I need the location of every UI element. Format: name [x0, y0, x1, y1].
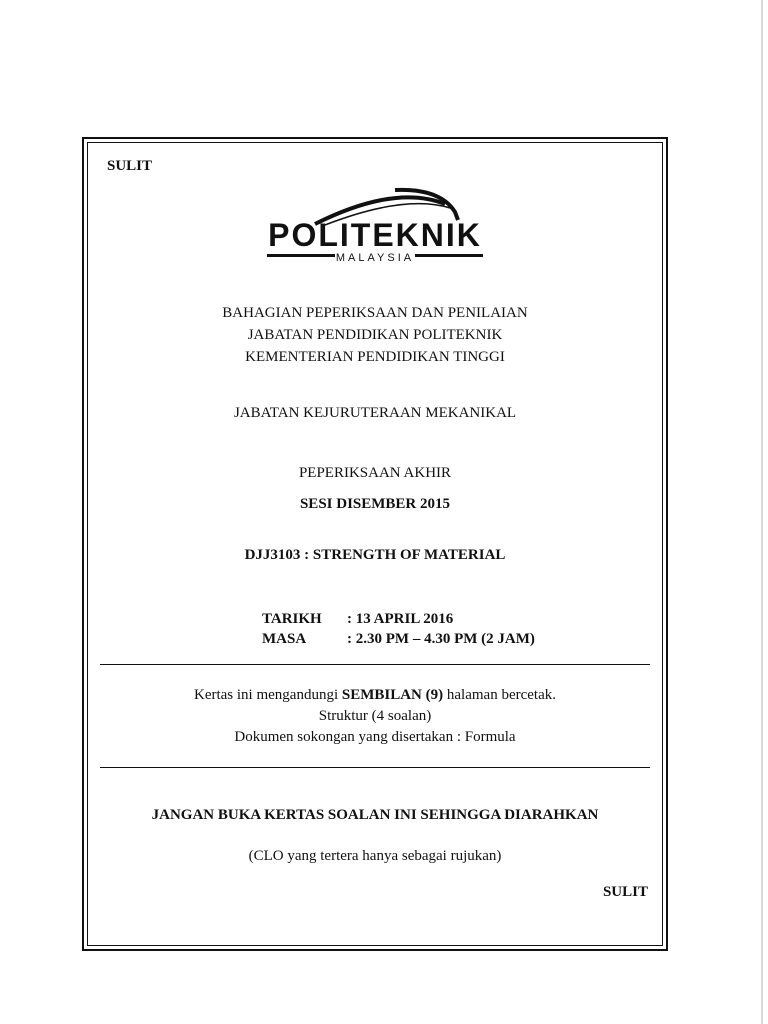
institution-line-1: BAHAGIAN PEPERIKSAAN DAN PENILAIAN [222, 305, 528, 321]
classification-bottom: SULIT [602, 884, 648, 900]
date-label: TARIKH [262, 611, 322, 627]
time-label: MASA [262, 631, 307, 647]
exam-schedule [262, 609, 535, 649]
structure-line: Struktur (4 soalan) [318, 708, 432, 724]
time-row [262, 629, 535, 649]
institution-line-2: JABATAN PENDIDIKAN POLITEKNIK [247, 327, 503, 343]
exam-cover-frame [82, 137, 668, 951]
course-title: DJJ3103 : STRENGTH OF MATERIAL [244, 547, 506, 563]
paper-info [84, 685, 666, 748]
page-count-suffix: halaman bercetak. [443, 687, 556, 703]
page-count-value: SEMBILAN (9) [341, 687, 444, 703]
page-count-prefix: Kertas ini mengandungi [193, 687, 342, 703]
time-value: : 2.30 PM – 4.30 PM (2 JAM) [347, 631, 535, 647]
divider-top [100, 664, 650, 665]
department-name: JABATAN KEJURUTERAAN MEKANIKAL [233, 405, 517, 421]
institution-line-3: KEMENTERIAN PENDIDIKAN TINGGI [245, 349, 505, 365]
politeknik-logo-graphic [245, 184, 505, 274]
classification-top: SULIT [107, 158, 153, 174]
documents-line: Dokumen sokongan yang disertakan : Formula [234, 729, 516, 745]
do-not-open-warning: JANGAN BUKA KERTAS SOALAN INI SEHINGGA DIARAHKAN [151, 807, 599, 823]
exam-title: PEPERIKSAAN AKHIR [298, 465, 452, 481]
page-edge-line [761, 0, 763, 1024]
date-value: : 13 APRIL 2016 [347, 611, 454, 627]
politeknik-logo [84, 184, 666, 274]
page-count-line [84, 685, 666, 706]
divider-bottom [100, 767, 650, 768]
exam-session: SESI DISEMBER 2015 [299, 496, 451, 512]
date-row [262, 609, 535, 629]
logo-subtitle: MALAYSIA [335, 252, 415, 264]
clo-note: (CLO yang tertera hanya sebagai rujukan) [248, 848, 502, 864]
institution-block [84, 302, 666, 368]
logo-wordmark: POLITEKNIK [268, 217, 482, 253]
